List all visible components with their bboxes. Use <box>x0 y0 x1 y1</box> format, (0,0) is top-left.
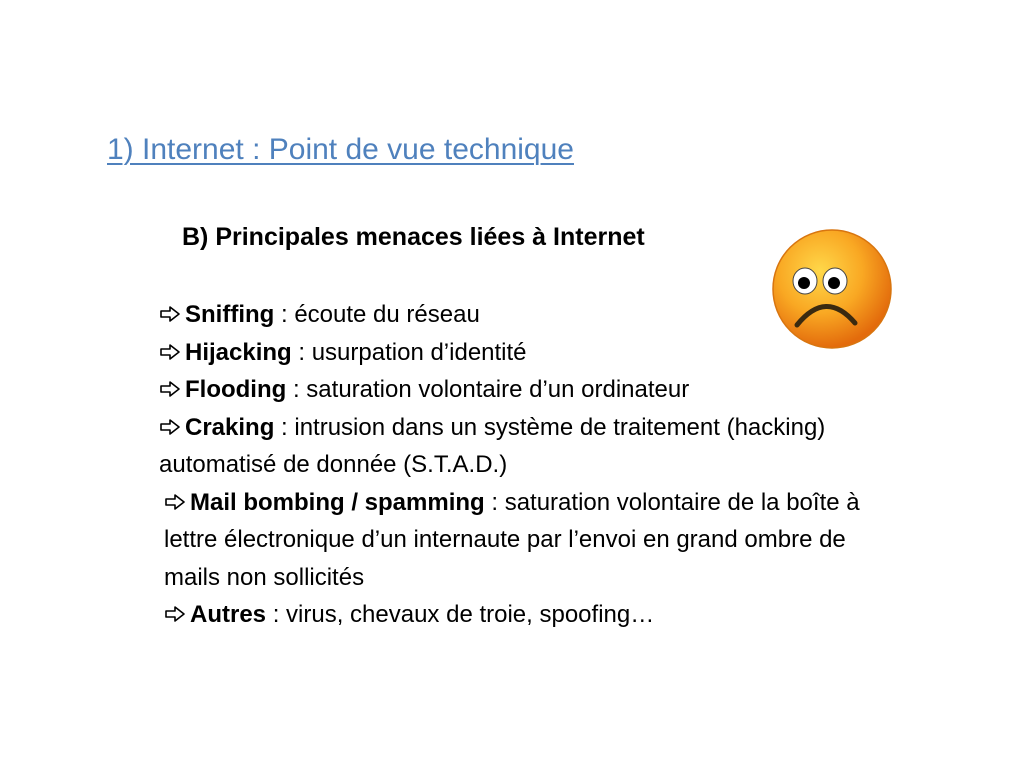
list-item <box>159 484 899 597</box>
hollow-right-arrow-icon <box>159 418 185 436</box>
threat-description: : saturation volontaire d’un ordinateur <box>286 376 690 403</box>
hollow-right-arrow-icon <box>159 380 185 398</box>
threat-term: Hijacking <box>185 338 292 366</box>
list-item <box>159 409 899 484</box>
threat-term: Mail bombing / spamming <box>190 488 485 516</box>
threat-term: Sniffing <box>185 301 275 328</box>
threat-description: : saturation volontaire de la boîte à lettre électronique d’un internaute par l’envoi en grand ombre de mails non sollicités <box>164 488 860 591</box>
list-item <box>159 596 899 634</box>
hollow-right-arrow-icon <box>159 305 185 323</box>
hollow-right-arrow-icon <box>159 343 185 361</box>
slide-title: 1) Internet : Point de vue technique <box>107 133 574 166</box>
threat-description: : écoute du réseau <box>274 301 480 328</box>
threat-term: Craking <box>185 413 275 441</box>
threat-description: : virus, chevaux de troie, spoofing… <box>266 601 655 628</box>
threat-term: Flooding <box>185 376 287 403</box>
list-item <box>159 296 899 334</box>
threat-term: Autres <box>190 601 267 628</box>
threat-list <box>159 296 899 634</box>
hollow-right-arrow-icon <box>164 605 190 623</box>
list-item <box>159 371 899 409</box>
hollow-right-arrow-icon <box>164 493 190 511</box>
section-subtitle: B) Principales menaces liées à Internet <box>182 223 645 251</box>
threat-description: : usurpation d’identité <box>291 338 527 366</box>
list-item <box>159 334 899 372</box>
threat-description: : intrusion dans un système de traitement (hacking) automatisé de donnée (S.T.A.D.) <box>159 413 826 478</box>
